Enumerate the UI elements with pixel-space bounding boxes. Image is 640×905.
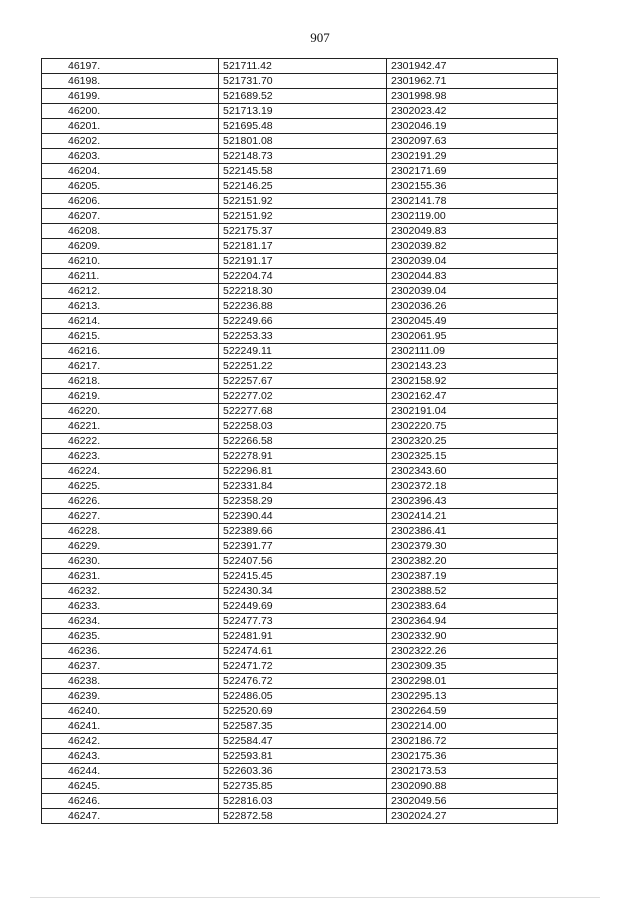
- y-coordinate-cell: 2302061.95: [387, 329, 558, 344]
- x-coordinate-cell: 522391.77: [219, 539, 387, 554]
- y-coordinate-cell: 2301998.98: [387, 89, 558, 104]
- table-row: [42, 554, 558, 569]
- table-row: [42, 164, 558, 179]
- x-coordinate-cell: 522584.47: [219, 734, 387, 749]
- row-number-cell: 46198.: [42, 74, 219, 89]
- x-coordinate-cell: 522486.05: [219, 689, 387, 704]
- x-coordinate-cell: 522415.45: [219, 569, 387, 584]
- y-coordinate-cell: 2302119.00: [387, 209, 558, 224]
- table-row: [42, 599, 558, 614]
- row-number-cell: 46203.: [42, 149, 219, 164]
- row-number-cell: 46238.: [42, 674, 219, 689]
- table-row: [42, 734, 558, 749]
- row-number-cell: 46221.: [42, 419, 219, 434]
- x-coordinate-cell: 522474.61: [219, 644, 387, 659]
- row-number-cell: 46208.: [42, 224, 219, 239]
- y-coordinate-cell: 2302039.82: [387, 239, 558, 254]
- row-number-cell: 46214.: [42, 314, 219, 329]
- x-coordinate-cell: 522389.66: [219, 524, 387, 539]
- x-coordinate-cell: 522476.72: [219, 674, 387, 689]
- x-coordinate-cell: 522449.69: [219, 599, 387, 614]
- table-row: [42, 719, 558, 734]
- row-number-cell: 46223.: [42, 449, 219, 464]
- y-coordinate-cell: 2302044.83: [387, 269, 558, 284]
- row-number-cell: 46227.: [42, 509, 219, 524]
- row-number-cell: 46229.: [42, 539, 219, 554]
- x-coordinate-cell: 522735.85: [219, 779, 387, 794]
- y-coordinate-cell: 2302155.36: [387, 179, 558, 194]
- x-coordinate-cell: 521731.70: [219, 74, 387, 89]
- y-coordinate-cell: 2302036.26: [387, 299, 558, 314]
- table-row: [42, 674, 558, 689]
- table-row: [42, 509, 558, 524]
- row-number-cell: 46204.: [42, 164, 219, 179]
- table-row: [42, 254, 558, 269]
- table-row: [42, 134, 558, 149]
- table-row: [42, 119, 558, 134]
- y-coordinate-cell: 2302214.00: [387, 719, 558, 734]
- x-coordinate-cell: 522872.58: [219, 809, 387, 824]
- table-row: [42, 314, 558, 329]
- row-number-cell: 46210.: [42, 254, 219, 269]
- table-row: [42, 659, 558, 674]
- table-row: [42, 689, 558, 704]
- x-coordinate-cell: 522249.11: [219, 344, 387, 359]
- x-coordinate-cell: 522520.69: [219, 704, 387, 719]
- row-number-cell: 46225.: [42, 479, 219, 494]
- x-coordinate-cell: 522181.17: [219, 239, 387, 254]
- row-number-cell: 46205.: [42, 179, 219, 194]
- table-row: [42, 494, 558, 509]
- table-row: [42, 569, 558, 584]
- y-coordinate-cell: 2301942.47: [387, 59, 558, 74]
- coordinate-table: [41, 58, 558, 824]
- table-row: [42, 749, 558, 764]
- y-coordinate-cell: 2302309.35: [387, 659, 558, 674]
- y-coordinate-cell: 2302343.60: [387, 464, 558, 479]
- row-number-cell: 46232.: [42, 584, 219, 599]
- table-row: [42, 779, 558, 794]
- x-coordinate-cell: 521689.52: [219, 89, 387, 104]
- x-coordinate-cell: 522331.84: [219, 479, 387, 494]
- row-number-cell: 46212.: [42, 284, 219, 299]
- row-number-cell: 46209.: [42, 239, 219, 254]
- table-row: [42, 584, 558, 599]
- table-row: [42, 764, 558, 779]
- row-number-cell: 46242.: [42, 734, 219, 749]
- x-coordinate-cell: 522253.33: [219, 329, 387, 344]
- x-coordinate-cell: 522481.91: [219, 629, 387, 644]
- x-coordinate-cell: 522358.29: [219, 494, 387, 509]
- x-coordinate-cell: 522204.74: [219, 269, 387, 284]
- row-number-cell: 46231.: [42, 569, 219, 584]
- table-row: [42, 419, 558, 434]
- y-coordinate-cell: 2302388.52: [387, 584, 558, 599]
- table-row: [42, 209, 558, 224]
- y-coordinate-cell: 2302046.19: [387, 119, 558, 134]
- x-coordinate-cell: 522258.03: [219, 419, 387, 434]
- row-number-cell: 46213.: [42, 299, 219, 314]
- row-number-cell: 46220.: [42, 404, 219, 419]
- y-coordinate-cell: 2302024.27: [387, 809, 558, 824]
- row-number-cell: 46224.: [42, 464, 219, 479]
- row-number-cell: 46235.: [42, 629, 219, 644]
- x-coordinate-cell: 522471.72: [219, 659, 387, 674]
- x-coordinate-cell: 521695.48: [219, 119, 387, 134]
- y-coordinate-cell: 2302414.21: [387, 509, 558, 524]
- x-coordinate-cell: 521713.19: [219, 104, 387, 119]
- row-number-cell: 46201.: [42, 119, 219, 134]
- y-coordinate-cell: 2302049.56: [387, 794, 558, 809]
- table-row: [42, 614, 558, 629]
- x-coordinate-cell: 522175.37: [219, 224, 387, 239]
- x-coordinate-cell: 522251.22: [219, 359, 387, 374]
- table-row: [42, 539, 558, 554]
- x-coordinate-cell: 522407.56: [219, 554, 387, 569]
- table-row: [42, 374, 558, 389]
- x-coordinate-cell: 522477.73: [219, 614, 387, 629]
- y-coordinate-cell: 2302383.64: [387, 599, 558, 614]
- row-number-cell: 46200.: [42, 104, 219, 119]
- y-coordinate-cell: 2302320.25: [387, 434, 558, 449]
- y-coordinate-cell: 2302379.30: [387, 539, 558, 554]
- x-coordinate-cell: 522587.35: [219, 719, 387, 734]
- x-coordinate-cell: 522390.44: [219, 509, 387, 524]
- table-row: [42, 479, 558, 494]
- coordinate-table-body: [42, 59, 558, 824]
- table-row: [42, 644, 558, 659]
- row-number-cell: 46233.: [42, 599, 219, 614]
- x-coordinate-cell: 522146.25: [219, 179, 387, 194]
- row-number-cell: 46222.: [42, 434, 219, 449]
- y-coordinate-cell: 2302143.23: [387, 359, 558, 374]
- x-coordinate-cell: 522151.92: [219, 194, 387, 209]
- table-row: [42, 59, 558, 74]
- y-coordinate-cell: 2302186.72: [387, 734, 558, 749]
- y-coordinate-cell: 2302049.83: [387, 224, 558, 239]
- y-coordinate-cell: 2302173.53: [387, 764, 558, 779]
- x-coordinate-cell: 521801.08: [219, 134, 387, 149]
- table-row: [42, 464, 558, 479]
- x-coordinate-cell: 522191.17: [219, 254, 387, 269]
- y-coordinate-cell: 2302039.04: [387, 284, 558, 299]
- x-coordinate-cell: 522236.88: [219, 299, 387, 314]
- table-row: [42, 299, 558, 314]
- row-number-cell: 46215.: [42, 329, 219, 344]
- table-row: [42, 284, 558, 299]
- y-coordinate-cell: 2302382.20: [387, 554, 558, 569]
- row-number-cell: 46237.: [42, 659, 219, 674]
- x-coordinate-cell: 522277.02: [219, 389, 387, 404]
- row-number-cell: 46243.: [42, 749, 219, 764]
- x-coordinate-cell: 522593.81: [219, 749, 387, 764]
- y-coordinate-cell: 2302191.04: [387, 404, 558, 419]
- row-number-cell: 46199.: [42, 89, 219, 104]
- x-coordinate-cell: 522278.91: [219, 449, 387, 464]
- row-number-cell: 46211.: [42, 269, 219, 284]
- row-number-cell: 46226.: [42, 494, 219, 509]
- y-coordinate-cell: 2302332.90: [387, 629, 558, 644]
- row-number-cell: 46247.: [42, 809, 219, 824]
- y-coordinate-cell: 2302322.26: [387, 644, 558, 659]
- row-number-cell: 46206.: [42, 194, 219, 209]
- table-row: [42, 149, 558, 164]
- row-number-cell: 46240.: [42, 704, 219, 719]
- x-coordinate-cell: 522151.92: [219, 209, 387, 224]
- x-coordinate-cell: 522257.67: [219, 374, 387, 389]
- table-row: [42, 194, 558, 209]
- row-number-cell: 46239.: [42, 689, 219, 704]
- row-number-cell: 46246.: [42, 794, 219, 809]
- row-number-cell: 46197.: [42, 59, 219, 74]
- table-row: [42, 89, 558, 104]
- row-number-cell: 46207.: [42, 209, 219, 224]
- y-coordinate-cell: 2302386.41: [387, 524, 558, 539]
- x-coordinate-cell: 522249.66: [219, 314, 387, 329]
- table-row: [42, 434, 558, 449]
- table-row: [42, 329, 558, 344]
- table-row: [42, 449, 558, 464]
- y-coordinate-cell: 2302141.78: [387, 194, 558, 209]
- row-number-cell: 46219.: [42, 389, 219, 404]
- table-row: [42, 104, 558, 119]
- y-coordinate-cell: 2302097.63: [387, 134, 558, 149]
- row-number-cell: 46230.: [42, 554, 219, 569]
- row-number-cell: 46216.: [42, 344, 219, 359]
- x-coordinate-cell: 522266.58: [219, 434, 387, 449]
- row-number-cell: 46228.: [42, 524, 219, 539]
- row-number-cell: 46241.: [42, 719, 219, 734]
- row-number-cell: 46234.: [42, 614, 219, 629]
- y-coordinate-cell: 2302171.69: [387, 164, 558, 179]
- row-number-cell: 46236.: [42, 644, 219, 659]
- y-coordinate-cell: 2302325.15: [387, 449, 558, 464]
- x-coordinate-cell: 522816.03: [219, 794, 387, 809]
- x-coordinate-cell: 522277.68: [219, 404, 387, 419]
- bottom-scan-line: [30, 897, 600, 898]
- row-number-cell: 46245.: [42, 779, 219, 794]
- table-row: [42, 404, 558, 419]
- y-coordinate-cell: 2302111.09: [387, 344, 558, 359]
- table-row: [42, 794, 558, 809]
- table-row: [42, 344, 558, 359]
- page-number: 907: [310, 30, 330, 45]
- y-coordinate-cell: 2302090.88: [387, 779, 558, 794]
- table-row: [42, 179, 558, 194]
- x-coordinate-cell: 522603.36: [219, 764, 387, 779]
- row-number-cell: 46217.: [42, 359, 219, 374]
- y-coordinate-cell: 2302264.59: [387, 704, 558, 719]
- table-row: [42, 74, 558, 89]
- y-coordinate-cell: 2302298.01: [387, 674, 558, 689]
- table-row: [42, 239, 558, 254]
- x-coordinate-cell: 521711.42: [219, 59, 387, 74]
- y-coordinate-cell: 2302158.92: [387, 374, 558, 389]
- y-coordinate-cell: 2302220.75: [387, 419, 558, 434]
- x-coordinate-cell: 522218.30: [219, 284, 387, 299]
- table-row: [42, 359, 558, 374]
- x-coordinate-cell: 522430.34: [219, 584, 387, 599]
- x-coordinate-cell: 522148.73: [219, 149, 387, 164]
- table-row: [42, 389, 558, 404]
- table-row: [42, 704, 558, 719]
- row-number-cell: 46218.: [42, 374, 219, 389]
- y-coordinate-cell: 2302295.13: [387, 689, 558, 704]
- table-row: [42, 629, 558, 644]
- y-coordinate-cell: 2301962.71: [387, 74, 558, 89]
- row-number-cell: 46202.: [42, 134, 219, 149]
- table-row: [42, 524, 558, 539]
- y-coordinate-cell: 2302372.18: [387, 479, 558, 494]
- y-coordinate-cell: 2302396.43: [387, 494, 558, 509]
- x-coordinate-cell: 522145.58: [219, 164, 387, 179]
- y-coordinate-cell: 2302039.04: [387, 254, 558, 269]
- y-coordinate-cell: 2302162.47: [387, 389, 558, 404]
- row-number-cell: 46244.: [42, 764, 219, 779]
- y-coordinate-cell: 2302364.94: [387, 614, 558, 629]
- y-coordinate-cell: 2302175.36: [387, 749, 558, 764]
- table-row: [42, 224, 558, 239]
- table-row: [42, 809, 558, 824]
- y-coordinate-cell: 2302023.42: [387, 104, 558, 119]
- y-coordinate-cell: 2302045.49: [387, 314, 558, 329]
- x-coordinate-cell: 522296.81: [219, 464, 387, 479]
- table-row: [42, 269, 558, 284]
- y-coordinate-cell: 2302387.19: [387, 569, 558, 584]
- y-coordinate-cell: 2302191.29: [387, 149, 558, 164]
